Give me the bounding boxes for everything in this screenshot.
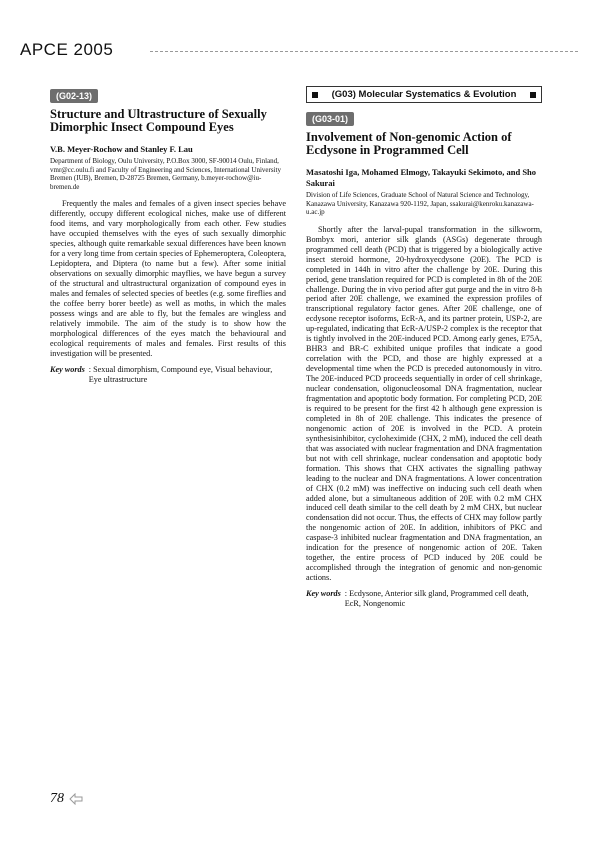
article-title: Involvement of Non-genomic Action of Ecdysone in Programmed Cell (306, 130, 512, 157)
article-affiliation: Division of Life Sciences, Graduate School of Natural Science and Technology, Kanazawa University, Kanazawa 920-1192, Japan, ssakurai@kenroku.kanazawa-u.ac.jp (306, 191, 534, 217)
article-title: Structure and Ultrastructure of Sexually Dimorphic Insect Compound Eyes (50, 107, 267, 134)
article-abstract: Frequently the males and females of a given insect species behave differently, occupy different ecological niches, make use of different food items, and vary morphologically from each other. Few studies have occupied themselves with the eyes of such sexually dimorphic species, although quite remarkable sexual differences have been known for a very long time from certain species of Ephemeroptera, Coleoptera, Lepidoptera, and Diptera (to name but a few). After some initial observations on sexually dimorphic mayflies, we have begun a survey of the structural and ultrastructural organization of compound eyes in males and females of selected species of beetles (e.g. some fireflies and the coffee berry borer beetle) as well as moths, in which the males possess wings and are able to fly, but the females are wingless and relatively immobile. The aim of the study is to show how the morphological differences of the eyes match the behavioural and ecological requirements of males and females. First results of this investigation will be presented. (50, 199, 286, 358)
right-article (306, 86, 542, 609)
keywords-text: : Ecdysone, Anterior silk gland, Programmed cell death, EcR, Nongenomic (344, 589, 529, 609)
header-rule (150, 51, 578, 52)
page-number: 78 (50, 791, 64, 806)
left-arrow-icon (69, 793, 83, 805)
section-label: (G03) Molecular Systematics & Evolution (331, 89, 517, 100)
keywords (50, 365, 286, 385)
article-affiliation: Department of Biology, Oulu University, P.O.Box 3000, SF-90014 Oulu, Finland, vmr@cc.oulu.fi and Faculty of Engineering and Sciences, International University Bremen (IUB), Bremen, D-28725 Bremen, Germany, b.meyer-rochow@iu-bremen.de (50, 157, 281, 191)
keywords (306, 589, 542, 609)
article-authors: V.B. Meyer-Rochow and Stanley F. Lau (50, 144, 193, 154)
keywords-text: : Sexual dimorphism, Compound eye, Visual behaviour, Eye ultrastructure (88, 364, 273, 384)
article-tag: (G03-01) (306, 112, 354, 126)
header-title: APCE 2005 (20, 40, 114, 59)
square-bullet-icon (312, 92, 318, 98)
left-article (50, 86, 286, 385)
article-tag: (G02-13) (50, 89, 98, 103)
square-bullet-icon (530, 92, 536, 98)
keywords-label: Key words (50, 364, 85, 374)
section-header (306, 86, 542, 103)
article-abstract: Shortly after the larval-pupal transformation in the silkworm, Bombyx mori, anterior silk glands (ASGs) degenerate through programmed cell death (PCD) that is triggered by a biologically active insect steroid hormone, 20-hydroxyecdysone (20E). The PCD is completed in 144h in vitro after the challenge by 20E. During this period, gene translation required for PCD is completed in 8h of the 20E challenge. During the in vivo period after gut purge and the in vitro 8-h period after 20E challenge, we examined the expression profiles of transcriptional regulatory factor genes. After 20E challenge, one of ecdysone receptor isoforms, EcR-A, and its partner protein, USP-2, are up-regulated, indicating that EcR-A/USP-2 complex is the receptor that is tightly involved in the 20E-induced PCD. Among early genes, E75A, BHR3 and BR-C exhibited unique profiles that indicate a good correlation with the PCD, and those are highly expressed at a developmental time when the PCD is preceded autonomously in vitro. The 20E-induced PCD proceeds sequentially in order of cell shrinkage, nuclear condensation, oligonucleosomal DNA fragmentation, nuclear fragmentation and apoptotic body formation. For completing PCD, 20E is required to be present for the first 42 h although gene expression is completed in 8h of 20E challenge. This indicates the presence of nongenomic action of 20E is involved in the PCD. A protein synthesisinhibitor, cycloheximide (CHX, 2 mM), induced the cell death that was associated with nuclear fragmentation and DNA fragmentation but not with cell shrinkage, nuclear condensation and apoptotic body formation. This shows that CHX activates the signalling pathway leading to the nuclear and DNA fragmentations. A lower concentration of CHX (0.2 mM) was ineffective on inducing such cell death when added alone, but a simultaneous addition of 20E with 0.2 mM CHX induced cell death similar to the cell death by 2 mM CHX, but nuclear condensation did not occur. Thus, the effects of CHX may follow partly the nongenomic action of 20E. In addition, inhibitors of PKC and caspase-3 inhibited nuclear fragmentation and DNA fragmentation, an indication for the presence of nongenomic action of 20E. Taken together, the entire process of PCD induced by 20E could be accomplished through the integration of genomic and non-genomic actions. (306, 224, 542, 583)
keywords-label: Key words (306, 589, 341, 599)
article-authors: Masatoshi Iga, Mohamed Elmogy, Takayuki Sekimoto, and Sho Sakurai (306, 167, 537, 188)
